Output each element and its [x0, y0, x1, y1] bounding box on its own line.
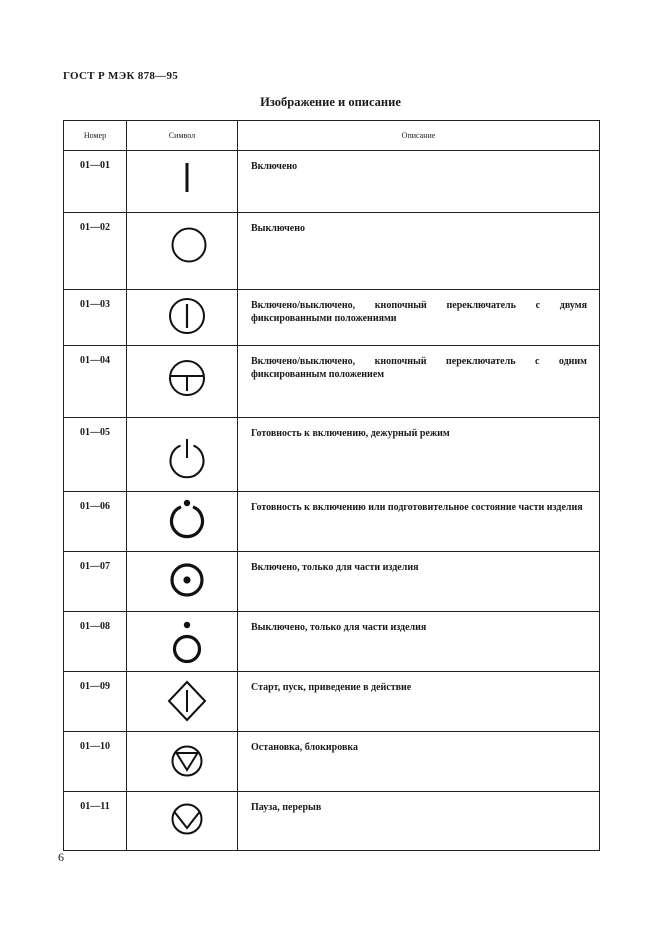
symbol-cell	[127, 672, 238, 732]
symbol-cell	[127, 151, 238, 213]
table-row	[64, 672, 600, 732]
on-off-push-two-positions-icon	[127, 290, 238, 346]
table-row	[64, 213, 600, 290]
part-standby-icon	[127, 492, 238, 552]
row-description: Включено, только для части изделия	[238, 552, 600, 612]
table-row	[64, 418, 600, 492]
row-description: Включено/выключено, кнопочный переключатель с одним фиксированным положением	[238, 346, 600, 418]
pause-icon	[127, 792, 238, 851]
table-row	[64, 492, 600, 552]
table-row	[64, 612, 600, 672]
row-description: Выключено	[238, 213, 600, 290]
row-number: 01—09	[64, 672, 127, 732]
symbol-cell	[127, 418, 238, 492]
table-row	[64, 346, 600, 418]
symbol-cell	[127, 213, 238, 290]
row-description: Включено/выключено, кнопочный переключатель с двумя фиксированными положениями	[238, 290, 600, 346]
row-description: Остановка, блокировка	[238, 732, 600, 792]
off-circle-icon	[127, 213, 238, 290]
row-number: 01—07	[64, 552, 127, 612]
row-description: Готовность к включению или подготовительное состояние части изделия	[238, 492, 600, 552]
column-header-number: Номер	[64, 121, 127, 151]
stop-icon	[127, 732, 238, 792]
on-off-push-one-position-icon	[127, 346, 238, 418]
row-number: 01—02	[64, 213, 127, 290]
part-on-icon	[127, 552, 238, 612]
row-number: 01—11	[64, 792, 127, 851]
row-description: Готовность к включению, дежурный режим	[238, 418, 600, 492]
standby-icon	[127, 418, 238, 492]
table-row	[64, 732, 600, 792]
symbol-cell	[127, 492, 238, 552]
row-number: 01—05	[64, 418, 127, 492]
row-number: 01—01	[64, 151, 127, 213]
row-number: 01—08	[64, 612, 127, 672]
row-description: Старт, пуск, приведение в действие	[238, 672, 600, 732]
row-number: 01—03	[64, 290, 127, 346]
symbol-cell	[127, 732, 238, 792]
row-number: 01—10	[64, 732, 127, 792]
table-row	[64, 552, 600, 612]
column-header-description: Описание	[238, 121, 600, 151]
table-row	[64, 792, 600, 851]
symbol-cell	[127, 290, 238, 346]
symbol-cell	[127, 792, 238, 851]
symbols-table	[63, 120, 600, 851]
row-description: Выключено, только для части изделия	[238, 612, 600, 672]
table-row	[64, 151, 600, 213]
row-description: Пауза, перерыв	[238, 792, 600, 851]
document-header: ГОСТ Р МЭК 878—95	[63, 70, 179, 82]
symbol-cell	[127, 346, 238, 418]
row-number: 01—04	[64, 346, 127, 418]
row-number: 01—06	[64, 492, 127, 552]
part-off-icon	[127, 612, 238, 672]
table-row	[64, 290, 600, 346]
column-header-symbol: Символ	[127, 121, 238, 151]
table-title: Изображение и описание	[260, 95, 401, 109]
start-icon	[127, 672, 238, 732]
on-line-icon	[127, 151, 238, 213]
row-description: Включено	[238, 151, 600, 213]
table-header-row	[64, 121, 600, 151]
symbol-cell	[127, 552, 238, 612]
page-number: 6	[58, 850, 64, 864]
symbol-cell	[127, 612, 238, 672]
